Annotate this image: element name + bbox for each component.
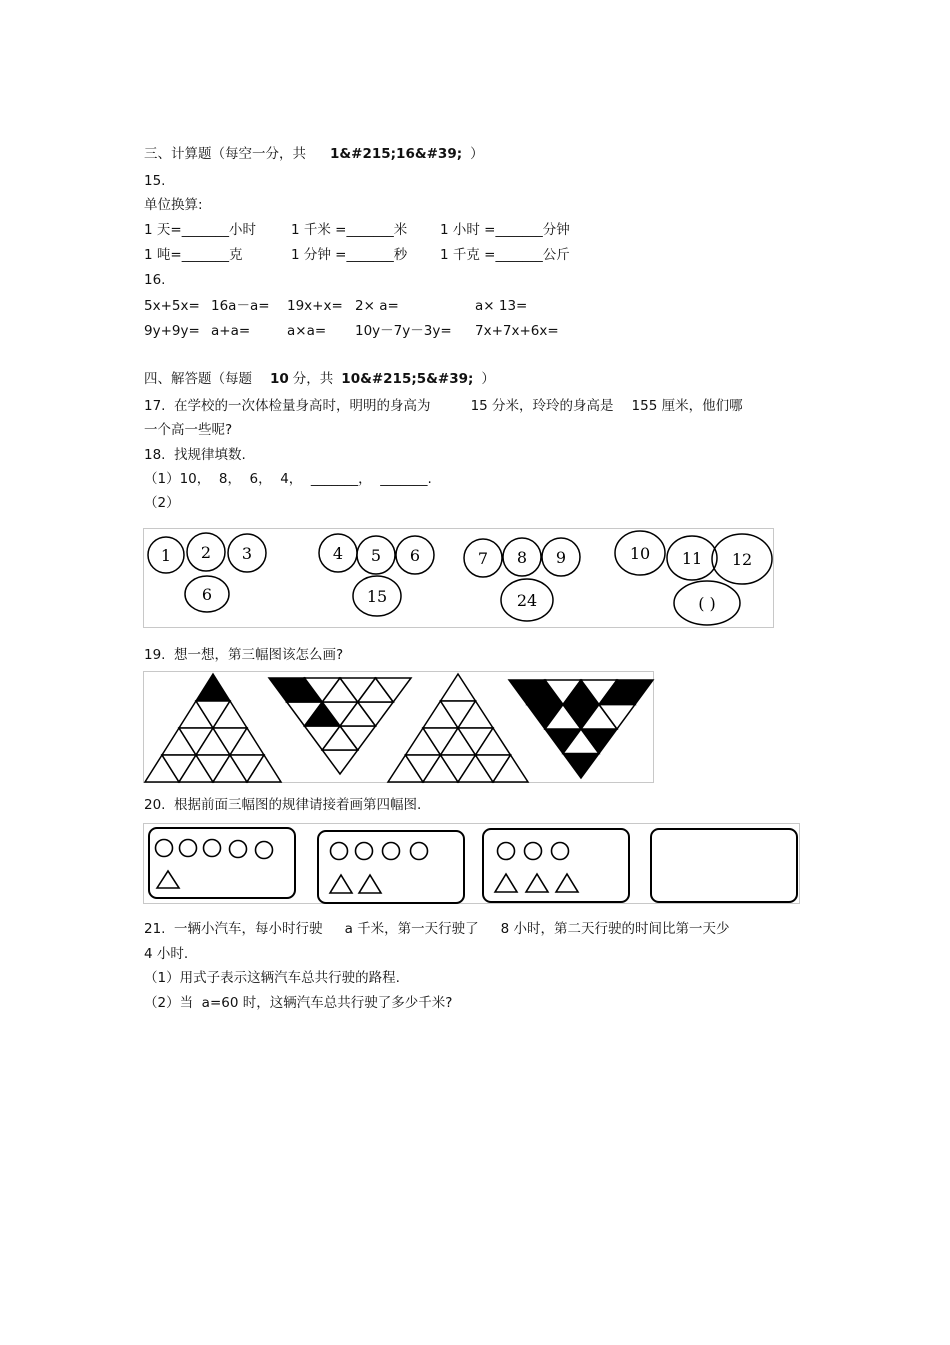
q21-line2: 4 小时. (144, 946, 189, 962)
q16-expr: a×a= (287, 323, 327, 339)
q16-expr: 5x+5x= (144, 298, 200, 314)
section4-per-score: 10 (270, 371, 289, 387)
q21-part1: （1）用式子表示这辆汽车总共行驶的路程. (144, 970, 400, 986)
circle-number: 8 (516, 548, 528, 567)
circle-number: 6 (201, 585, 213, 604)
q15-item-day: 1 天=_______小时 (144, 222, 256, 238)
q17-text-b: 15 分米，玲玲的身高是 (470, 398, 614, 414)
q17-line1 (144, 397, 743, 415)
q16-expr: 2× a= (355, 298, 399, 314)
q15-item-km: 1 千米 =_______米 (291, 222, 408, 238)
section3-title (144, 145, 484, 163)
circle-number: 10 (629, 544, 651, 563)
q16-expr: a+a= (211, 323, 251, 339)
q16-expr: 9y+9y= (144, 323, 200, 339)
q21-text-a: 21. 一辆小汽车，每小时行驶 (144, 921, 323, 937)
q21-text-b: a 千米，第一天行驶了 (344, 921, 479, 937)
section4-score: 10&#215;5&#39; (341, 371, 474, 387)
q18-title: 18. 找规律填数. (144, 447, 246, 463)
shape-boxes-figure (143, 823, 801, 905)
circle-number: 15 (366, 587, 388, 606)
q16-expr: a× 13= (475, 298, 528, 314)
q15-label: 单位换算: (144, 197, 203, 213)
circle-number: 6 (409, 546, 421, 565)
q16-expr: 19x+x= (287, 298, 343, 314)
section4-title (144, 370, 495, 388)
q18-part1: （1）10， 8， 6， 4， _______， _______. (144, 471, 432, 487)
q15-item-minute: 1 分钟 =_______秒 (291, 247, 408, 263)
circle-number: 3 (241, 544, 253, 563)
triangle-pattern-figure (143, 671, 655, 784)
number-circles-figure (143, 528, 775, 629)
circle-number: 5 (370, 546, 382, 565)
q16-expr: 10y－7y－3y= (355, 323, 452, 339)
circle-number: 4 (332, 544, 344, 563)
section4-title-mid: 分，共 (292, 371, 334, 387)
q21-line1 (144, 920, 730, 938)
q17-text-a: 17. 在学校的一次体检量身高时，明明的身高为 (144, 398, 431, 414)
circle-number: 7 (477, 549, 489, 568)
q16-expr: 7x+7x+6x= (475, 323, 559, 339)
q18-part2: （2） (144, 495, 180, 511)
q16-number: 16. (144, 272, 166, 288)
circle-number: 2 (200, 543, 212, 562)
circle-number: 24 (516, 591, 538, 610)
section3-title-end: ） (470, 146, 484, 162)
q17-text-c: 155 厘米，他们哪 (631, 398, 743, 414)
q19-title: 19. 想一想，第三幅图该怎么画? (144, 647, 344, 663)
section4-title-text: 四、解答题（每题 (144, 371, 252, 387)
circle-number: 9 (555, 548, 567, 567)
circle-number: 11 (681, 549, 703, 568)
q21-text-c: 8 小时，第二天行驶的时间比第一天少 (500, 921, 730, 937)
section4-title-end: ） (481, 371, 495, 387)
section3-score: 1&#215;16&#39; (330, 146, 463, 162)
q20-title: 20. 根据前面三幅图的规律请接着画第四幅图. (144, 797, 422, 813)
q15-item-hour: 1 小时 =_______分钟 (440, 222, 570, 238)
q17-line2: 一个高一些呢? (144, 422, 233, 438)
q15-number: 15. (144, 173, 166, 189)
circle-number: 1 (160, 546, 172, 565)
q21-part2: （2）当 a=60 时，这辆汽车总共行驶了多少千米? (144, 995, 453, 1011)
circle-number: 12 (731, 550, 753, 569)
section3-title-text: 三、计算题（每空一分，共 (144, 146, 306, 162)
q15-item-ton: 1 吨=_______克 (144, 247, 243, 263)
circle-number-blank: ( ) (698, 594, 716, 613)
q16-expr: 16a－a= (211, 298, 270, 314)
q15-item-kg: 1 千克 =_______公斤 (440, 247, 570, 263)
